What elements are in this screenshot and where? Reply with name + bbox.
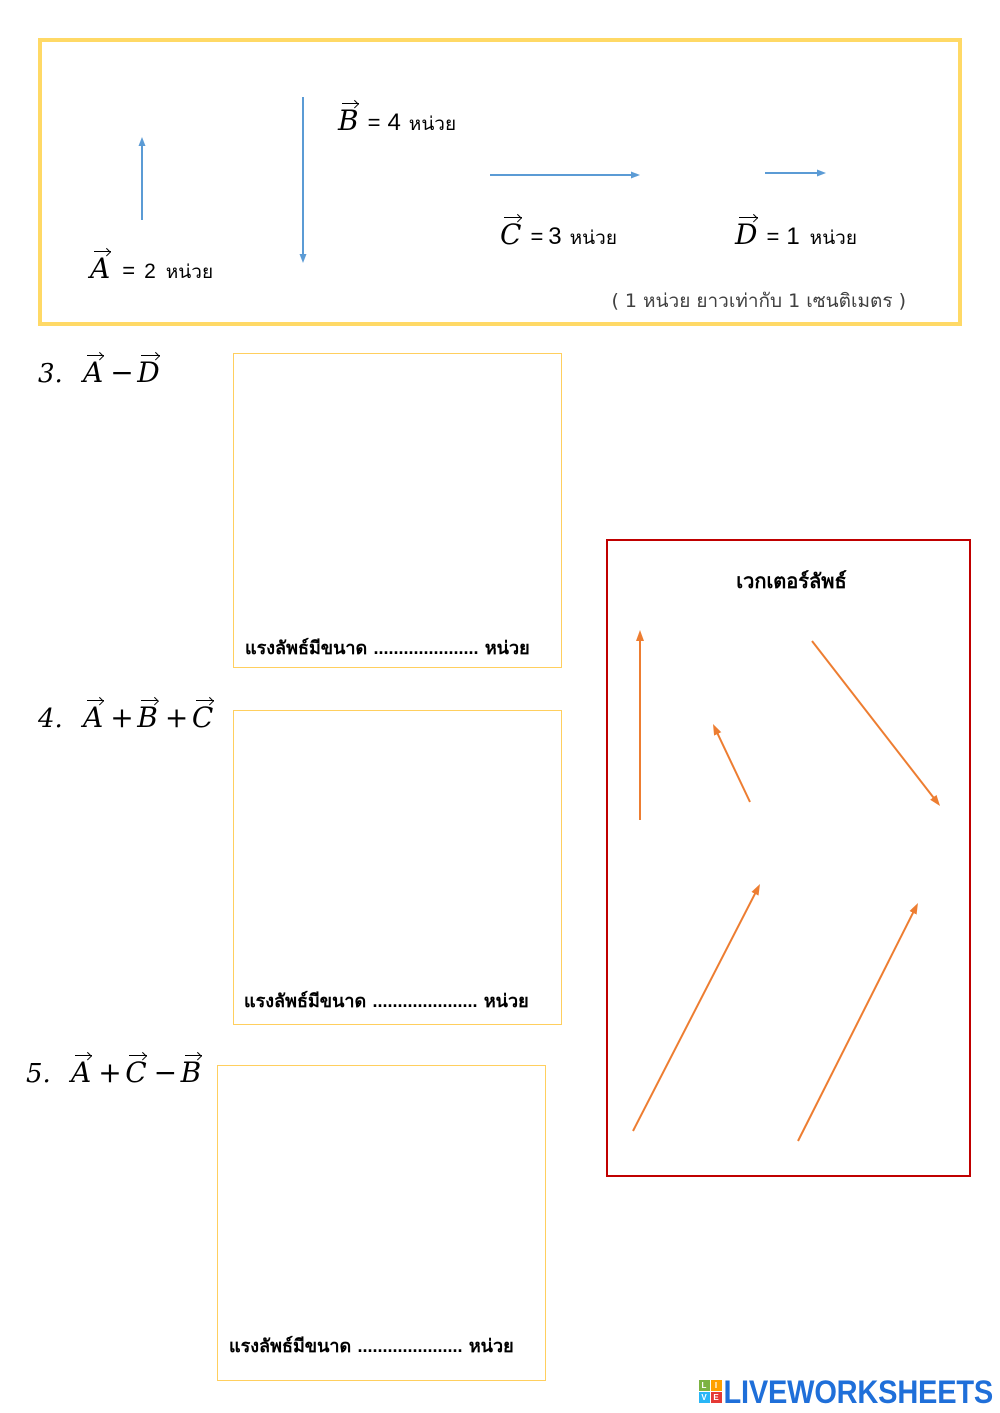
arrow-up-right-icon[interactable] [633,887,759,1131]
equals-sign: = [367,109,381,135]
answer-unit: หน่วย [483,991,529,1012]
equals-sign: = [122,257,136,283]
answer-blank[interactable]: ..................... [357,1336,463,1356]
vector-magnitude: 3 [548,222,562,250]
vector-term: C [125,1053,146,1087]
question-5-expression [26,1053,201,1087]
operator: + [110,700,134,734]
logo-tile: E [711,1392,722,1403]
vector-term: A [83,353,103,387]
question-5-work-area[interactable] [217,1065,546,1381]
answer-label: แรงลัพธ์มีขนาด [245,638,368,659]
scale-note: ( 1 หน่วย ยาวเท่ากับ 1 เซนติเมตร ) [611,290,906,312]
answer-line [229,1335,514,1358]
vector-term: B [181,1053,202,1087]
equals-sign: = [766,223,780,249]
vector-symbol: A [90,249,110,283]
vector-term: C [192,698,213,732]
vector-a-label [90,249,213,283]
logo-tile: L [699,1380,710,1391]
arrow-up-right-icon[interactable] [798,906,917,1141]
question-4-work-area[interactable] [233,710,562,1025]
operator: − [153,1055,178,1089]
vector-magnitude: 4 [387,108,401,136]
answer-line [245,637,530,660]
vector-d-label [735,215,857,249]
vector-magnitude: 1 [786,222,800,250]
vector-term: B [137,698,158,732]
question-number: 3. [38,358,63,389]
vector-symbol: C [500,215,521,249]
answer-unit: หน่วย [484,638,530,659]
answer-label: แรงลัพธ์มีขนาด [229,1336,352,1357]
arrow-down-right-icon[interactable] [812,641,938,804]
answer-unit: หน่วย [468,1336,514,1357]
unit-label: หน่วย [569,226,617,249]
vector-term: A [83,698,103,732]
unit-label: หน่วย [809,226,857,249]
logo-tile: I [711,1380,722,1391]
vector-term: D [137,353,159,387]
question-3-work-area[interactable] [233,353,562,668]
equals-sign: = [530,223,544,249]
vector-symbol: D [735,215,757,249]
unit-label: หน่วย [408,112,457,135]
logo-tile: V [699,1392,710,1403]
bank-title: เวกเตอร์ลัพธ์ [736,569,847,593]
answer-line [244,990,529,1013]
vector-term: A [71,1053,91,1087]
question-number: 4. [38,703,63,734]
answer-label: แรงลัพธ์มีขนาด [244,991,367,1012]
question-4-expression [38,698,213,732]
resultant-vector-arrows [608,541,969,1175]
liveworksheets-logo[interactable] [699,1374,994,1411]
vector-reference-panel [38,38,962,326]
unit-label: หน่วย [165,260,214,283]
vector-symbol: B [338,101,359,135]
answer-blank[interactable]: ..................... [373,638,479,658]
operator: + [98,1055,122,1089]
vector-magnitude: 2 [144,259,156,283]
vector-c-label [500,215,617,249]
resultant-vector-bank [606,539,971,1177]
answer-blank[interactable]: ..................... [372,991,478,1011]
logo-wordmark: LIVEWORKSHEETS [723,1374,993,1411]
operator: − [110,355,134,389]
arrow-up-left-icon[interactable] [714,727,750,802]
question-number: 5. [26,1058,51,1089]
question-3-expression [38,353,160,387]
vector-b-label [338,101,456,135]
operator: + [164,700,189,734]
logo-tiles-icon [699,1380,722,1403]
